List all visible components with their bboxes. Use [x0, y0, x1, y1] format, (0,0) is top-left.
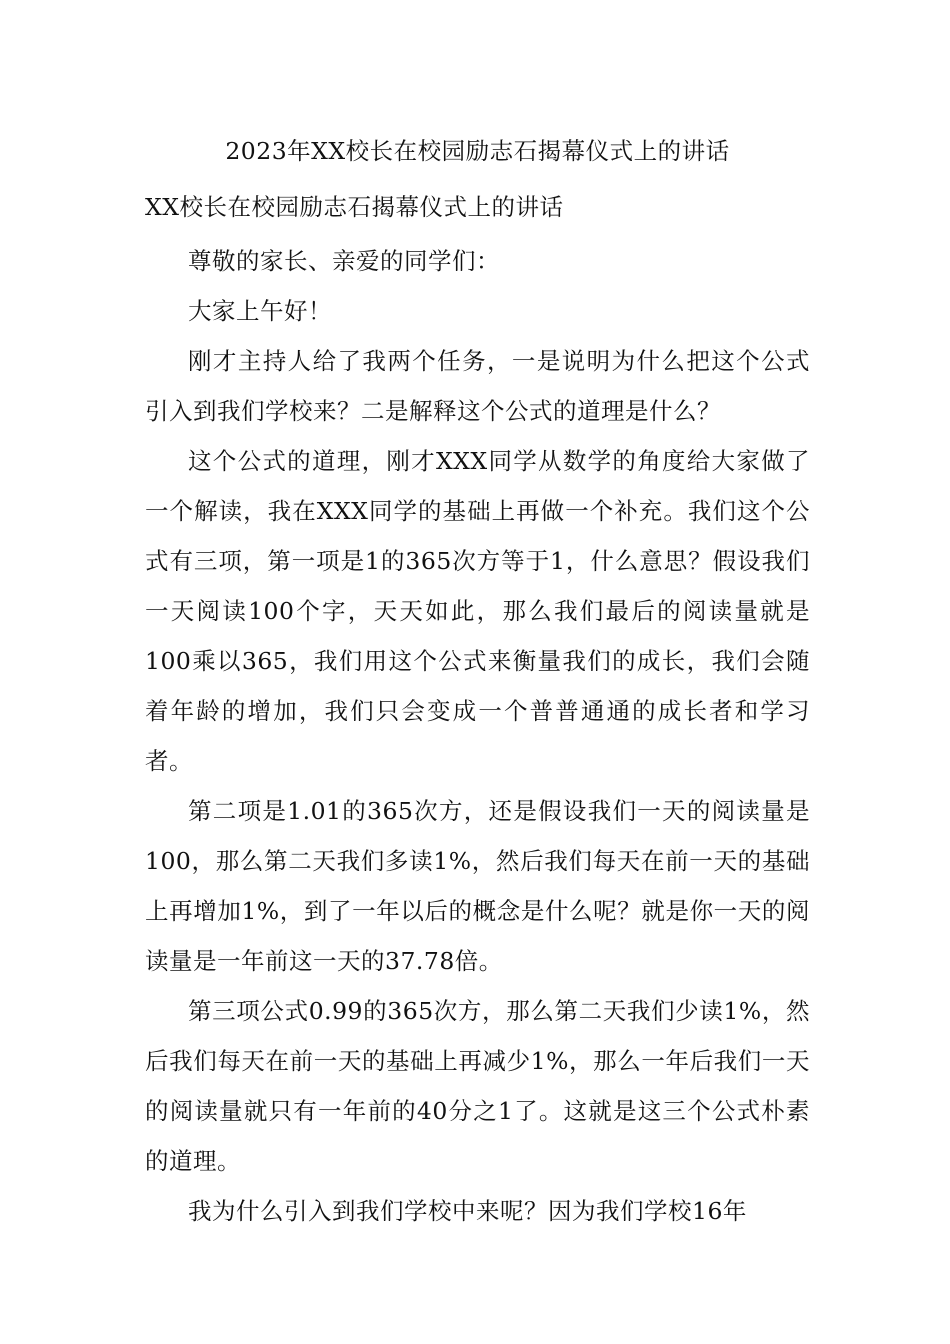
document-title: 2023年XX校长在校园励志石揭幕仪式上的讲话 — [225, 137, 730, 165]
body-paragraph: 这个公式的道理，刚才XXX同学从数学的角度给大家做了一个解读，我在XXX同学的基础上再做一个补充。我们这个公式有三项，第一项是1的365次方等于1，什么意思？假设我们一天阅读100个字，天天如此，那么我们最后的阅读量就是100乘以365，我们用这个公式来衡量我们的成长，我们会随着年龄的增加，我们只会变成一个普普通通的成长者和学习者。 — [145, 447, 810, 775]
greeting-paragraph: 大家上午好！ — [188, 297, 332, 325]
body-paragraph: 我为什么引入到我们学校中来呢？因为我们学校16年 — [188, 1197, 747, 1225]
document-body — [145, 130, 810, 1236]
body-paragraph: 第三项公式0.99的365次方，那么第二天我们少读1%，然后我们每天在前一天的基础上再减少1%，那么一年后我们一天的阅读量就只有一年前的40分之1了。这就是这三个公式朴素的道理。 — [145, 997, 810, 1175]
body-paragraph: 第二项是1.01的365次方，还是假设我们一天的阅读量是100，那么第二天我们多读1%，然后我们每天在前一天的基础上再增加1%，到了一年以后的概念是什么呢？就是你一天的阅读量是一年前这一天的37.78倍。 — [145, 797, 810, 975]
body-paragraph: 刚才主持人给了我两个任务，一是说明为什么把这个公式引入到我们学校来？二是解释这个公式的道理是什么？ — [145, 347, 810, 425]
document-subtitle: XX校长在校园励志石揭幕仪式上的讲话 — [145, 193, 564, 221]
salutation-paragraph: 尊敬的家长、亲爱的同学们： — [188, 247, 500, 275]
